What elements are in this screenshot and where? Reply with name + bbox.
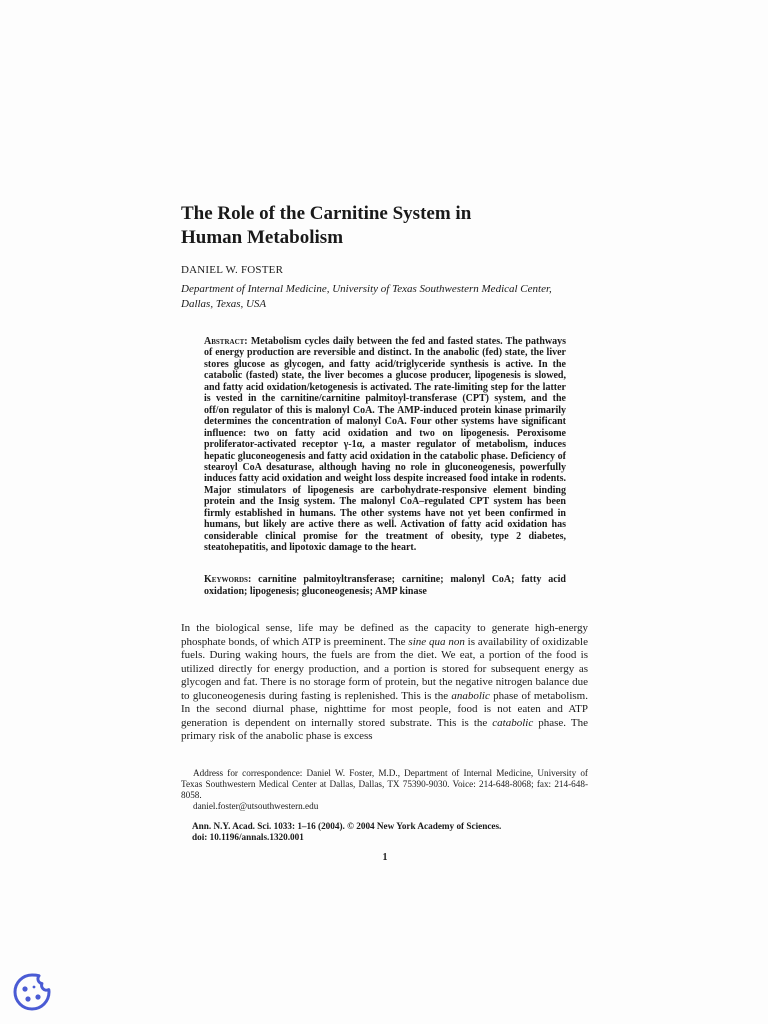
title-line-1: The Role of the Carnitine System in xyxy=(181,203,472,224)
body-emphasis-2: anabolic xyxy=(451,689,490,702)
paper-title xyxy=(181,202,581,250)
body-emphasis-1: sine qua non xyxy=(408,635,465,648)
body-text-4: phase. The primary risk of the anabolic phase is excess xyxy=(181,716,588,743)
body-paragraph xyxy=(181,622,588,744)
cookie-icon-graphic xyxy=(10,970,54,1014)
abstract xyxy=(204,336,566,554)
correspondence-text: Address for correspondence: Daniel W. Foster, M.D., Department of Internal Medicine, University of Texas Southwestern Medical Center at Dallas, Dallas, TX 75390-9030. Voice: 214-648-8068; fax: 214-648-8058. xyxy=(181,768,588,800)
keywords-text: carnitine palmitoyltransferase; carnitine; malonyl CoA; fatty acid oxidation; lipogenesis; gluconeogenesis; AMP kinase xyxy=(204,574,566,597)
author-name: DANIEL W. FOSTER xyxy=(181,264,284,276)
body-emphasis-3: catabolic xyxy=(492,716,534,729)
citation-block xyxy=(192,821,582,843)
abstract-label: Abstract: xyxy=(204,336,248,347)
citation-doi: doi: 10.1196/annals.1320.001 xyxy=(192,832,304,842)
page-number: 1 xyxy=(382,852,388,863)
body-text-1: In the biological sense, life may be defined as the capacity to generate high-energy phosphate bonds, of which ATP is preeminent. The xyxy=(181,622,588,648)
author-affiliation: Department of Internal Medicine, University of Texas Southwestern Medical Center, Dallas, Texas, USA xyxy=(181,283,552,310)
cookie-icon[interactable] xyxy=(10,970,54,1014)
correspondence-footnote xyxy=(181,768,588,812)
title-line-2: Human Metabolism xyxy=(181,227,344,248)
body-text-2: is availability of oxidizable fuels. During waking hours, the fuels are from the diet. We eat, a portion of the food is utilized directly for energy production, and a portion is stored for subsequent energy as glycogen and fat. There is no storage form of protein, but the negative nitrogen balance due to gluconeogenesis during fasting is replenished. This is the xyxy=(181,635,588,702)
keywords-label: Keywords: xyxy=(204,574,252,585)
correspondence-email[interactable]: daniel.foster@utsouthwestern.edu xyxy=(193,801,319,811)
citation-line-1: Ann. N.Y. Acad. Sci. 1033: 1–16 (2004). © 2004 New York Academy of Sciences. xyxy=(192,821,502,831)
keywords xyxy=(204,574,566,597)
body-text-3: phase of metabolism. In the second diurnal phase, nighttime for most people, food is not eaten and ATP generation is dependent on internally stored substrate. This is the xyxy=(181,689,588,729)
abstract-text: Metabolism cycles daily between the fed and fasted states. The pathways of energy production are reversible and distinct. In the anabolic (fed) state, the liver stores glucose as glycogen, and fatty acid/triglyceride synthesis is active. In the catabolic (fasted) state, the liver becomes a glucose producer, lipogenesis is slowed, and fatty acid oxidation/ketogenesis is activated. The rate-limiting step for the latter is vested in the carnitine/carnitine palmitoyl-transferase (CPT) system, and the off/on regulator of this is malonyl CoA. The AMP-induced protein kinase primarily determines the concentration of malonyl CoA. Four other systems have significant influence: two on fatty acid oxidation and two on lipogenesis. Peroxisome proliferator-activated receptor γ-1α, a master regulator of metabolism, induces hepatic gluconeogenesis and fatty acid oxidation in the catabolic phase. Deficiency of stearoyl CoA desaturase, although having no role in gluconeogenesis, powerfully induces fatty acid oxidation and weight loss despite increased food intake in rodents. Major stimulators of lipogenesis are carbohydrate-responsive element binding protein and the Insig system. The malonyl CoA–regulated CPT system has been firmly established in humans. The other systems have not yet been confirmed in humans, but likely are active there as well. Activation of fatty acid oxidation has considerable clinical promise for the treatment of obesity, type 2 diabetes, steatohepatitis, and lipotoxic damage to the heart. xyxy=(204,336,567,554)
